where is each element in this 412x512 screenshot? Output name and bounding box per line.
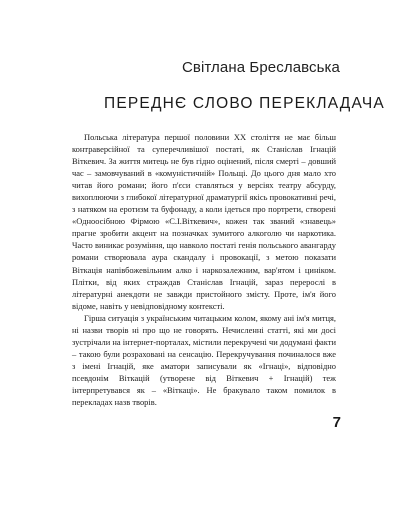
page-number: 7: [332, 414, 341, 431]
paragraph: Польська література першої половини XX століття не має більш контраверсійної та суперечливішої постаті, як Станіслав Ігнацій Віткевич. За життя митець не був гідно оцінений, після смерті – довший час – замовчуваний в «комуністичній» Польщі. До цього дня мало хто читав його романи; його п'єси ставляться у версіях театру абсурду, вихоплюючи з глибокої літературної драматургії якісь провокативні речі, з натяком на еротизм та буфонаду, а коли ідеться про портрети, створені «Одноосібною Фірмою «С.І.Віткевич», кожен так званий «знавець» прагне зробити акцент на позначках зумитого алкоголю чи наркотика. Часто виникає розуміння, що навколо постаті генія польського авангарду романи створювала аура скандалу і провокації, з метою показати Віткація напівбожевільним алко і наркозалежним, вар'ятом і циніком. Плітки, від яких страждав Станіслав Ігнацій, зараз перерослі в літературні анекдоти не завжди пристойного змісту. Проте, ім'я його відоме, навіть у невідповідному контексті.: [72, 132, 336, 311]
paragraph: Гірша ситуація з українським читацьким колом, якому ані ім'я митця, ні назви творів ні про що не говорять. Нечисленні статті, які ми досі зустрічали на інтернет-порталах, містили перекручені чи додумані факти – такою були розраховані на сенсацію. Перекручування починалося вже з імені Ігнацій, яке аматори записували як «Ігнаці», відповідно псевдонім Віткацій (утворене від Віткевич + Ігнацій) теж інтерпретувався як – «Віткаці». Не бракувало таком помилок в перекладах назв творів.: [72, 312, 336, 408]
body-text: [72, 131, 336, 408]
author-name: Світлана Бреславська: [181, 59, 340, 76]
chapter-title: ПЕРЕДНЄ СЛОВО ПЕРЕКЛАДАЧА: [104, 95, 385, 112]
